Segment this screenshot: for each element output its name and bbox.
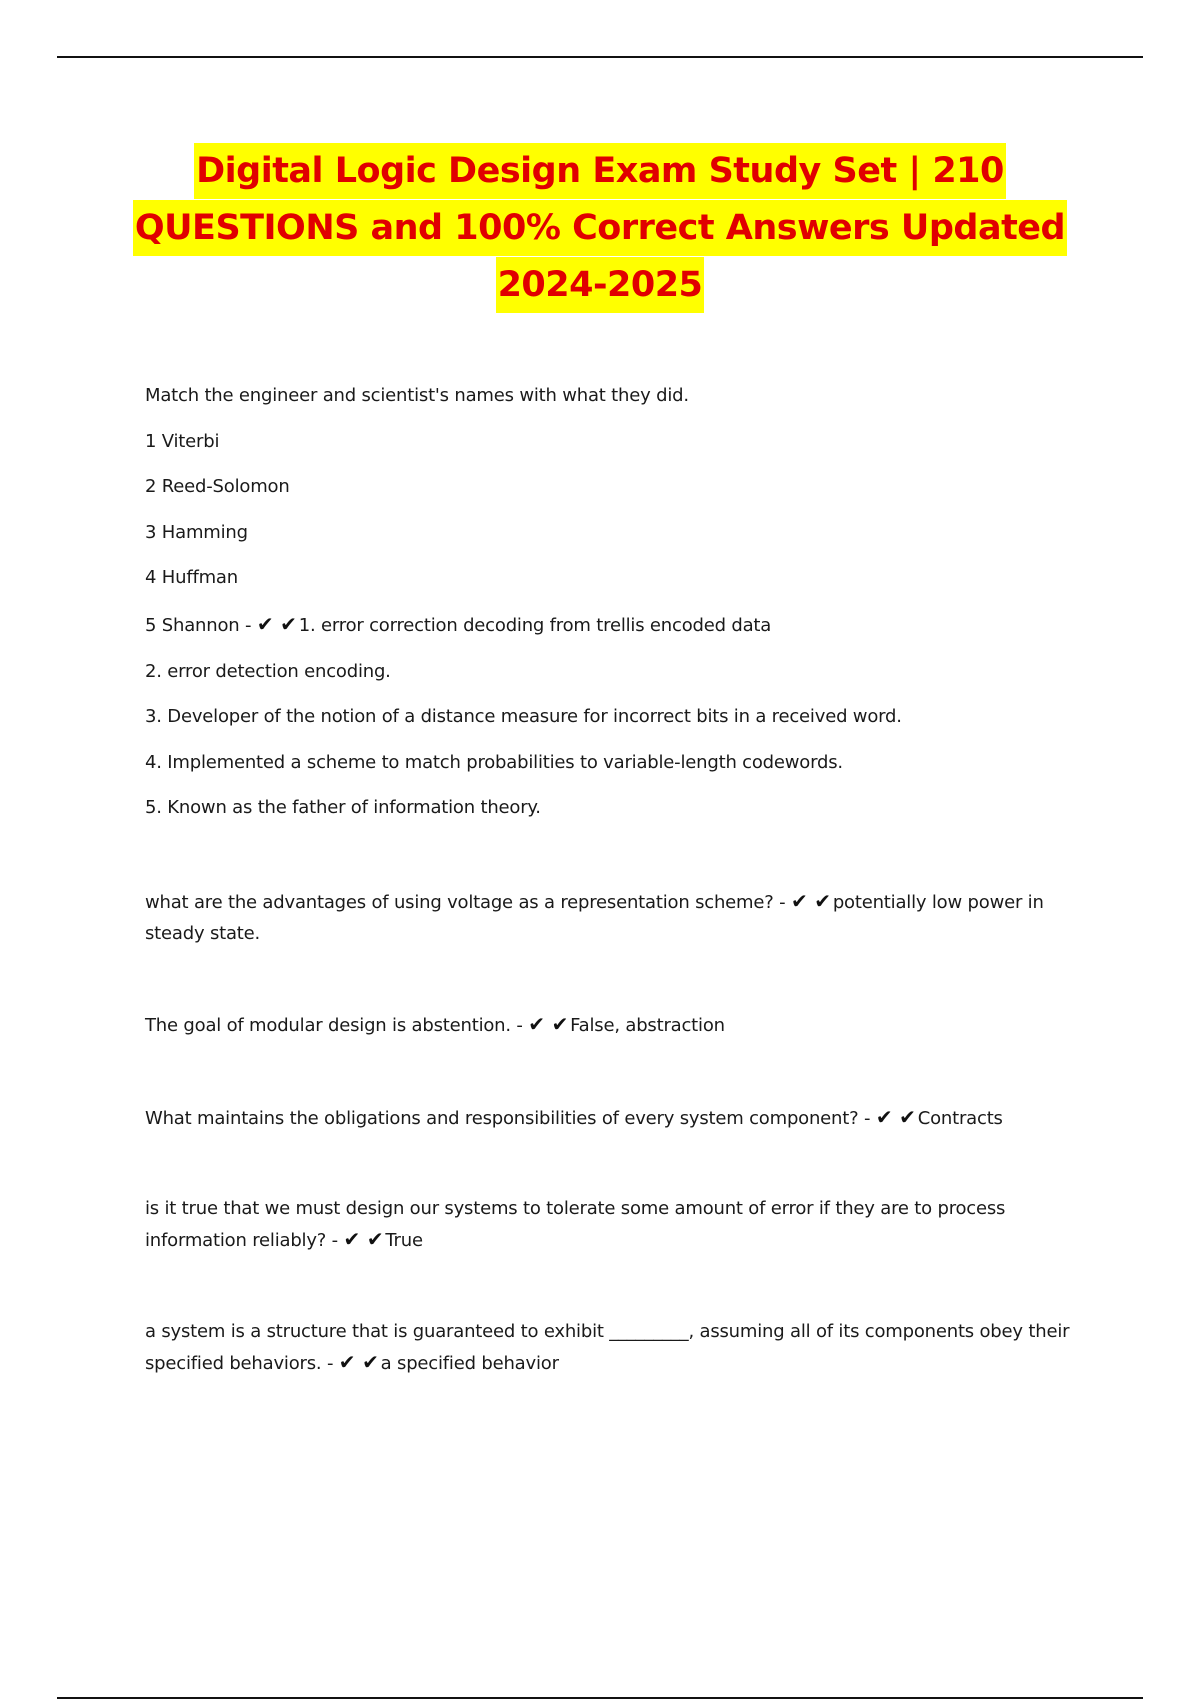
question-2-prompt: what are the advantages of using voltage as a representation scheme? - <box>145 892 791 913</box>
answer-item: 2. error detection encoding. <box>145 661 391 682</box>
question-4 <box>145 1102 1095 1134</box>
list-item: 5 Shannon - <box>145 615 257 636</box>
document-title <box>0 143 1200 314</box>
question-4-prompt: What maintains the obligations and responsibilities of every system component? - <box>145 1108 876 1129</box>
checkmark-icon: ✔ ✔ <box>790 889 831 913</box>
list-item: 1 Viterbi <box>145 431 220 452</box>
answer-text: False, abstraction <box>570 1015 725 1036</box>
question-5-prompt: is it true that we must design our systems to tolerate some amount of error if they are to process information reliably? - <box>145 1198 1006 1251</box>
answer-item: 5. Known as the father of information theory. <box>145 797 541 818</box>
header-rule <box>57 56 1143 58</box>
list-item: 4 Huffman <box>145 567 238 588</box>
footer-rule <box>57 1697 1143 1699</box>
question-3 <box>145 1009 1095 1041</box>
list-item: 2 Reed-Solomon <box>145 476 290 497</box>
question-3-prompt: The goal of modular design is abstention. - <box>145 1015 529 1036</box>
list-item: 3 Hamming <box>145 522 248 543</box>
answer-item: 3. Developer of the notion of a distance measure for incorrect bits in a received word. <box>145 706 902 727</box>
checkmark-icon: ✔ ✔ <box>338 1350 379 1374</box>
answer-text: a specified behavior <box>380 1353 559 1374</box>
checkmark-icon: ✔ ✔ <box>343 1227 384 1251</box>
question-2 <box>145 886 1095 949</box>
title-line-2: QUESTIONS and 100% Correct Answers Updated <box>133 200 1067 256</box>
question-6-prompt: a system is a structure that is guaranteed to exhibit _________, assuming all of its components obey their specified behaviors. - <box>145 1321 1070 1374</box>
question-1-answer-line <box>145 609 1095 641</box>
answer-text: True <box>385 1230 423 1251</box>
answer-text: 1. error correction decoding from trellis encoded data <box>298 615 772 636</box>
title-line-3: 2024-2025 <box>496 257 705 313</box>
answer-item: 4. Implemented a scheme to match probabilities to variable-length codewords. <box>145 752 843 773</box>
title-line-1: Digital Logic Design Exam Study Set | 210 <box>194 143 1006 199</box>
checkmark-icon: ✔ ✔ <box>256 612 297 636</box>
checkmark-icon: ✔ ✔ <box>875 1105 916 1129</box>
question-5 <box>145 1193 1095 1256</box>
checkmark-icon: ✔ ✔ <box>528 1012 569 1036</box>
answer-text: Contracts <box>917 1108 1003 1129</box>
answer-text: potentially low power in steady state. <box>145 892 1044 944</box>
question-1-prompt: Match the engineer and scientist's names with what they did. <box>145 385 689 406</box>
question-6 <box>145 1316 1095 1379</box>
